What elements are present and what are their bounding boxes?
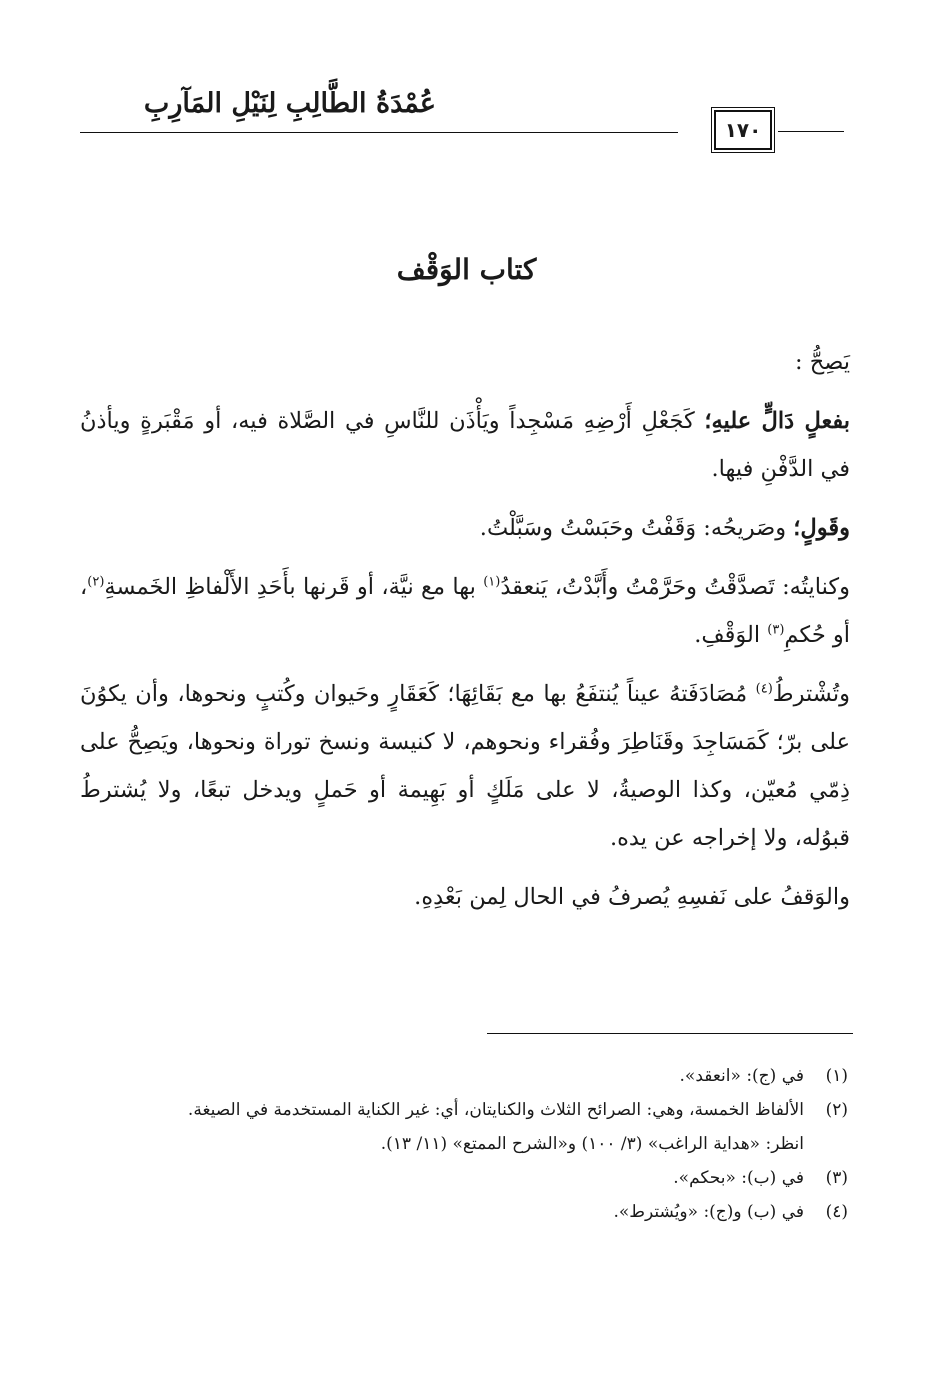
footnote-ref[interactable]: (٤)	[755, 681, 773, 697]
paragraph-body: وصَريحُه: وَقَفْتُ وحَبَسْتُ وسَبَّلْتُ.	[479, 515, 794, 541]
page-number: ١٧٠	[714, 110, 772, 150]
footnote-text: الألفاظ الخمسة، وهي: الصرائح الثلاث والكنايتان، أي: غير الكناية المستخدمة في الصيغة.	[187, 1100, 804, 1120]
running-header	[78, 88, 846, 150]
paragraph-conditions	[80, 670, 850, 862]
footnote-text: انظر: «هداية الراغب» (٣/ ١٠٠) و«الشرح الممتع» (١١/ ١٣).	[380, 1134, 804, 1154]
paragraph-body: كَجَعْلِ أَرْضِهِ مَسْجِداً ويَأْذَن للنَّاسِ في الصَّلاة فيه، أو مَقْبَرةٍ ويأذنُ في الدَّفْنِ فيها.	[80, 408, 850, 482]
paragraph-lead: بفعلٍ دَالٍّ عليهِ؛	[704, 408, 850, 434]
footnote-text: في (ج): «انعقد».	[679, 1066, 804, 1086]
paragraph-body: الوَقْفِ.	[694, 622, 768, 648]
footnote	[80, 1094, 848, 1126]
paragraph-lead: وقَولٍ؛	[793, 515, 850, 541]
footnote-text: في (ب): «بحكم».	[673, 1168, 804, 1188]
footnote-number: (٣)	[825, 1168, 848, 1188]
paragraph-body: مُصَادَفَتهُ عيناً يُنتفَعُ بها مع بَقَائِهَا؛ كَعَقَارٍ وحَيوان وكُتبٍ ونحوها، وأن يكوُنَ على برّ؛ كَمَسَاجِدَ وقَنَاطِرَ وفُقراء ونحوهم، لا كنيسة ونسخ توراة ونحوها، ويَصِحُّ على ذِمّي مُعيّن، وكذا الوصيةُ، لا على مَلَكٍ أو بَهِيمة أو حَملٍ ويدخل تبعًا، ولا يُشترطُ قبوُله، ولا إخراجه عن يده.	[80, 681, 850, 851]
footnote	[80, 1162, 848, 1194]
header-rule-right	[778, 131, 844, 132]
footnote	[80, 1128, 848, 1160]
footnote-number: (١)	[825, 1066, 848, 1086]
paragraph-speech	[80, 504, 850, 552]
chapter-title: كتاب الوَقْف	[396, 253, 537, 286]
footnote-ref[interactable]: (٣)	[767, 622, 785, 638]
main-text	[80, 338, 850, 932]
paragraph-action	[80, 397, 850, 493]
footnote-ref[interactable]: (١)	[483, 574, 501, 590]
book-title: عُمْدَةُ الطَّالِبِ لِنَيْلِ المَآرِبِ	[143, 88, 436, 119]
footnote	[80, 1060, 848, 1092]
header-rule-left	[80, 132, 678, 133]
footnote-ref[interactable]: (٢)	[87, 574, 105, 590]
footnote-separator	[487, 1033, 853, 1034]
paragraph-body: وكنايتُه: تَصدَّقْتُ وحَرَّمْتُ وأَبَّدْتُ، يَنعقدُ	[500, 574, 850, 600]
paragraph-self: والوَقفُ على نَفسِهِ يُصرفُ في الحال لِمن بَعْدِهِ.	[414, 884, 850, 910]
paragraph-body: ، أو حُكمِ	[80, 574, 850, 648]
footnotes	[80, 1060, 848, 1230]
paragraph-allusion	[80, 563, 850, 659]
footnote	[80, 1196, 848, 1228]
paragraph-body: وتُشْترطُ	[772, 681, 850, 707]
paragraph-body: بها مع نيَّة، أو قَرنها بأَحَدِ الأَلْفاظِ الخَمسةِ	[104, 574, 484, 600]
footnote-number: (٢)	[825, 1100, 848, 1120]
footnote-number: (٤)	[825, 1202, 848, 1222]
footnote-text: في (ب) و(ج): «ويُشترط».	[613, 1202, 804, 1222]
paragraph-intro: يَصِحُّ :	[794, 349, 850, 375]
